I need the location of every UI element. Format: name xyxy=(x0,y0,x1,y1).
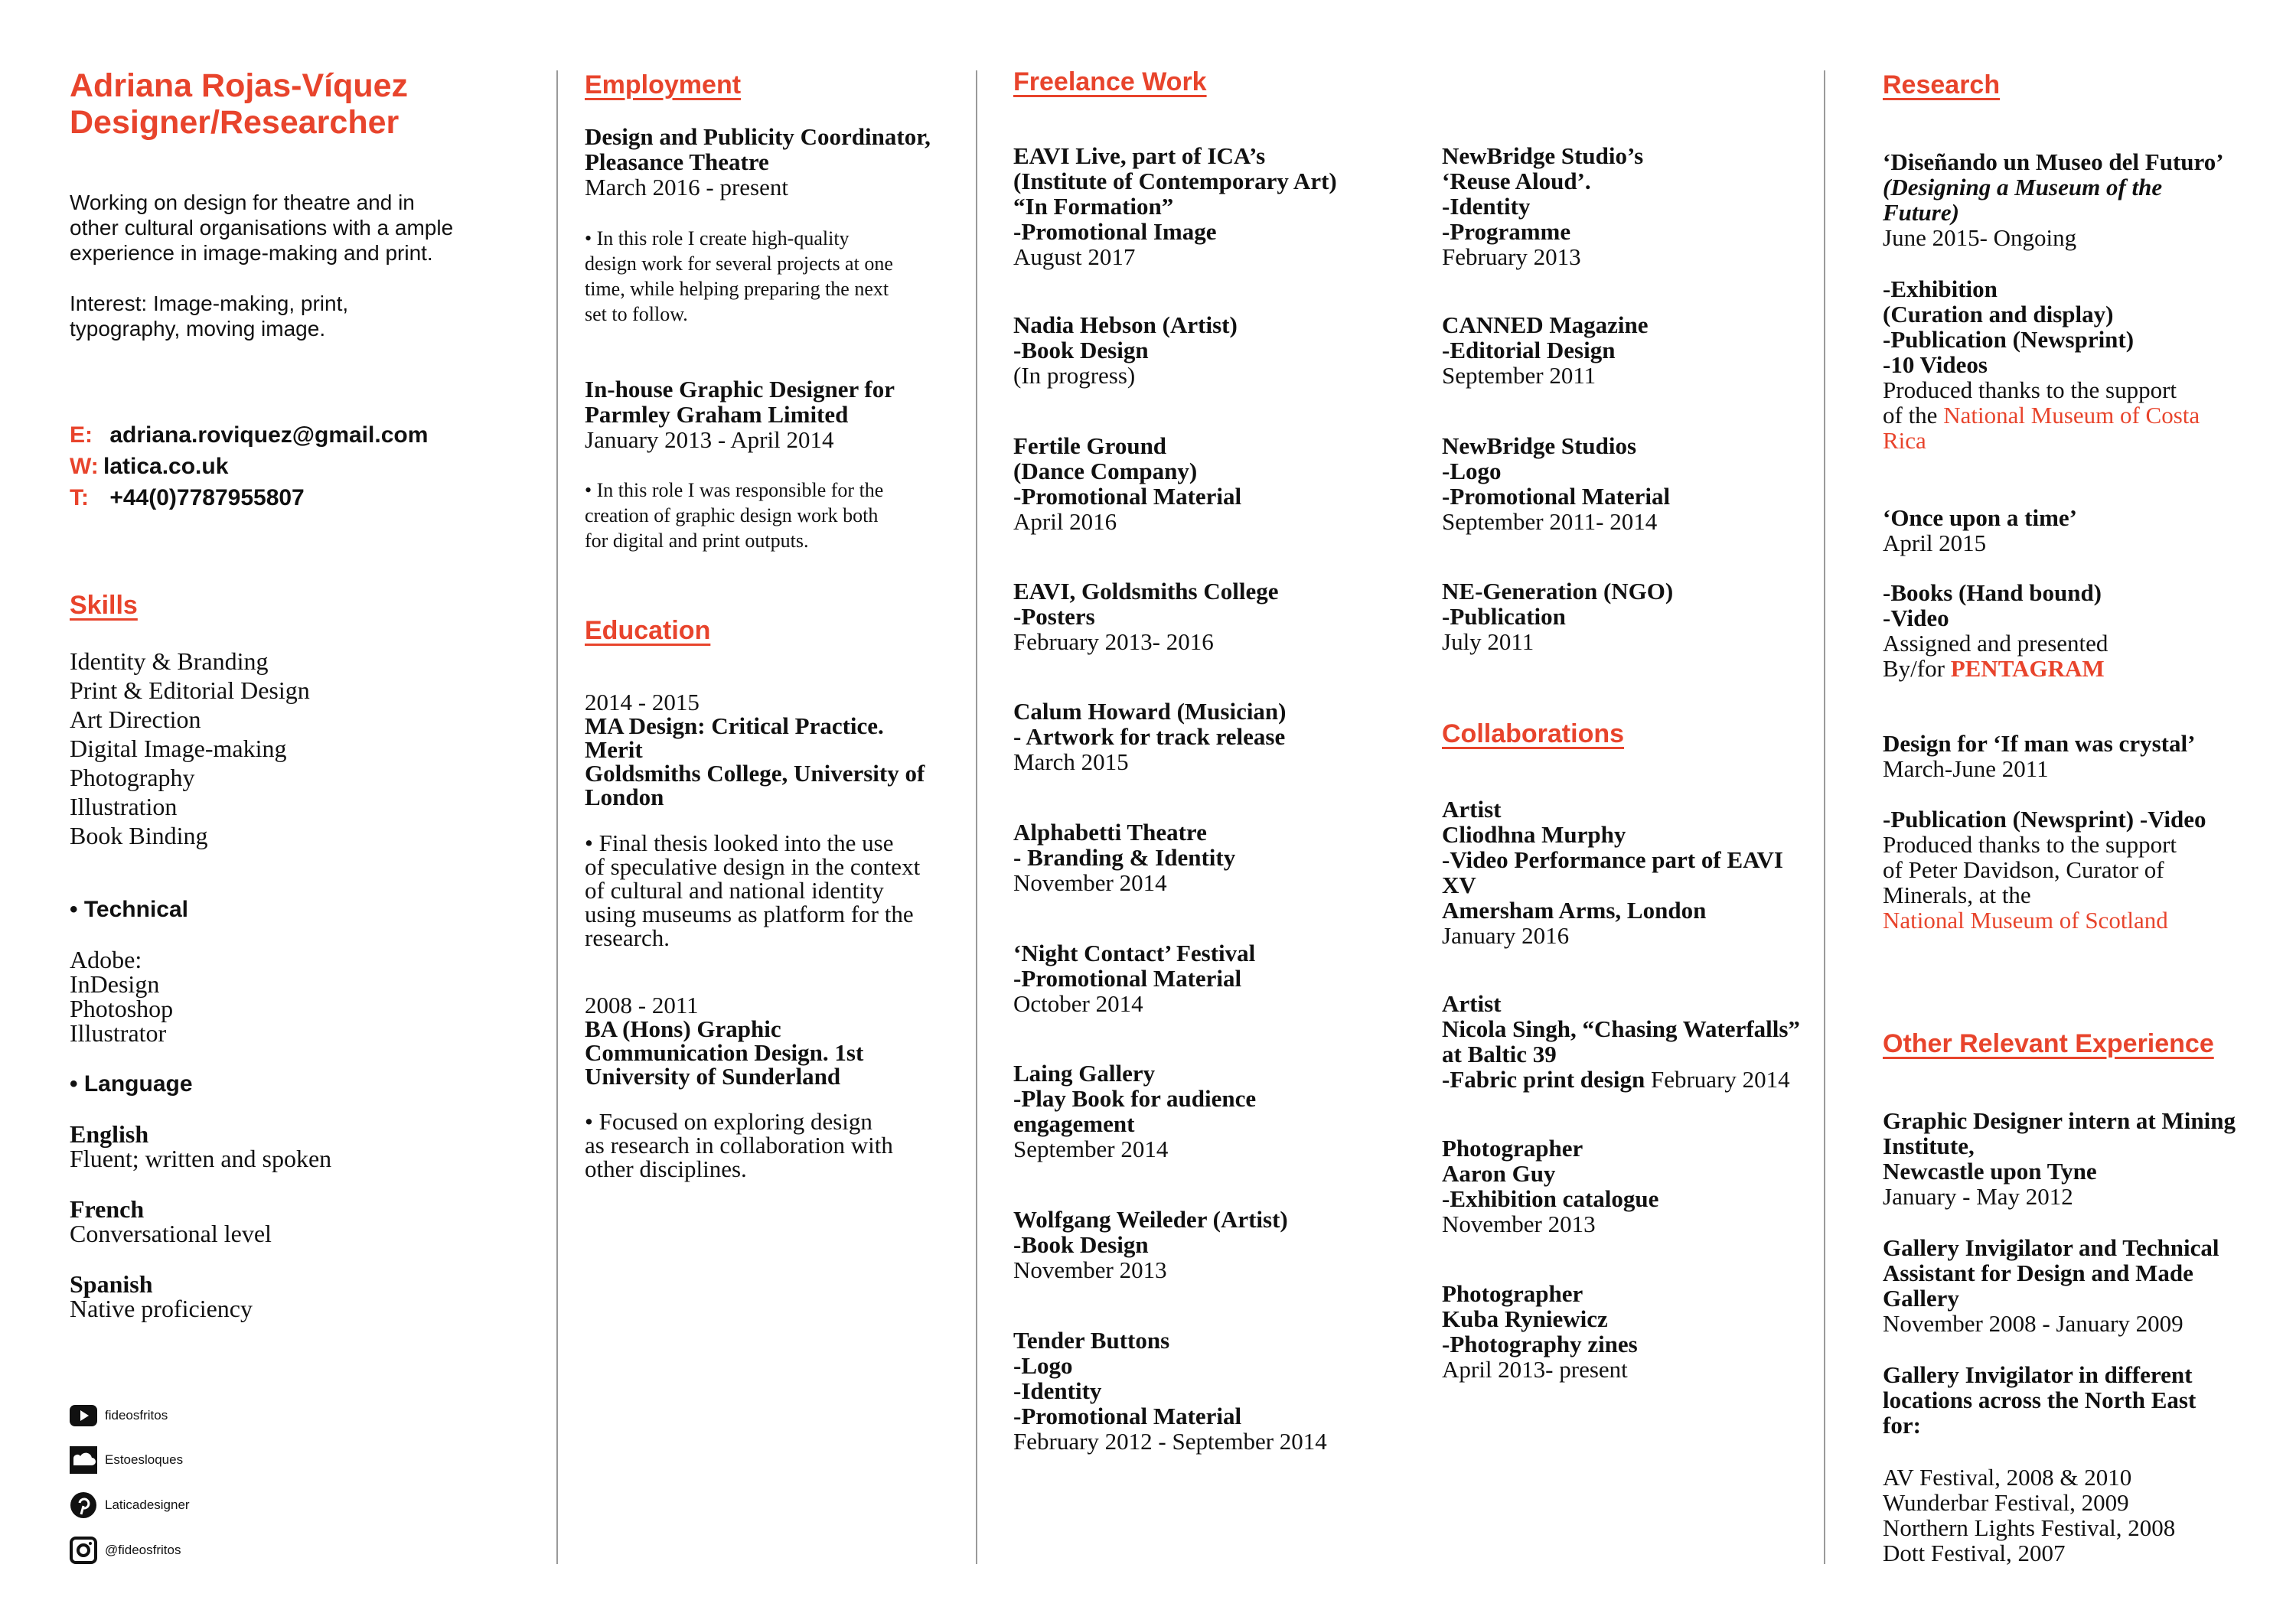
technical-item: Photoshop xyxy=(70,995,174,1022)
contact-email[interactable]: E: adriana.roviquez@gmail.com xyxy=(70,422,429,448)
entry-line: -Posters xyxy=(1013,603,1095,630)
entry-line: Fertile Ground xyxy=(1013,432,1167,459)
freelance-entry xyxy=(1442,578,1673,654)
output-line: (Curation and display) xyxy=(1883,301,2114,328)
soundcloud-icon xyxy=(70,1446,97,1474)
freelance-entry xyxy=(1013,1328,1327,1454)
education-description xyxy=(585,1110,893,1181)
job-entry xyxy=(585,124,931,200)
entry-line: EAVI, Goldsmiths College xyxy=(1013,578,1279,605)
technical-heading: • Technical xyxy=(70,897,188,922)
entry-line: -Publication xyxy=(1442,603,1566,630)
entry-line: Photographer xyxy=(1442,1280,1583,1307)
entry-line: Alphabetti Theatre xyxy=(1013,819,1207,846)
note-line: Assigned and presented xyxy=(1883,630,2108,657)
social-instagram[interactable] xyxy=(70,1537,181,1564)
language-entry xyxy=(70,1122,331,1171)
output-line: -Books (Hand bound) xyxy=(1883,579,2102,606)
research-project xyxy=(1883,149,2224,250)
education-years: 2014 - 2015 xyxy=(585,689,700,715)
intro-line: experience in image-making and print. xyxy=(70,241,433,265)
freelance-entry xyxy=(1013,699,1287,774)
column-divider xyxy=(556,70,558,1564)
language-level: Native proficiency xyxy=(70,1295,253,1322)
skill-item: Identity & Branding xyxy=(70,647,269,675)
experience-entry xyxy=(1883,1235,2219,1336)
entry-line: - Branding & Identity xyxy=(1013,844,1236,871)
project-date: June 2015- Ongoing xyxy=(1883,224,2077,251)
social-handle: Estoesloques xyxy=(105,1452,184,1467)
interest-line: Interest: Image-making, print, xyxy=(70,292,349,315)
institution-link: Rica xyxy=(1883,427,1926,454)
column-divider xyxy=(976,70,977,1564)
desc-line: creation of graphic design work both xyxy=(585,504,879,526)
output-line: -Exhibition xyxy=(1883,275,1998,302)
language-heading: • Language xyxy=(70,1071,193,1097)
entry-line: -Identity xyxy=(1442,193,1531,220)
experience-entry xyxy=(1883,1362,2196,1438)
youtube-icon xyxy=(70,1402,97,1429)
freelance-entry xyxy=(1442,312,1649,388)
contact-block xyxy=(70,419,428,513)
entry-line: (Dance Company) xyxy=(1013,458,1198,484)
entry-line: -Promotional Material xyxy=(1013,1403,1242,1429)
collaboration-entry xyxy=(1442,1136,1658,1237)
entry-date: February 2012 - September 2014 xyxy=(1013,1428,1327,1455)
language-level: Conversational level xyxy=(70,1220,272,1247)
desc-line: • Final thesis looked into the use xyxy=(585,829,894,856)
skill-item: Illustration xyxy=(70,793,178,820)
project-date: March-June 2011 xyxy=(1883,755,2049,782)
entry-line: -Editorial Design xyxy=(1442,337,1616,363)
research-outputs xyxy=(1883,276,2200,453)
entry-date: February 2013- 2016 xyxy=(1013,628,1214,655)
entry-line: Laing Gallery xyxy=(1013,1060,1156,1087)
festival-item: Wunderbar Festival, 2009 xyxy=(1883,1489,2129,1516)
education-degree: University of Sunderland xyxy=(585,1063,841,1090)
desc-line: research. xyxy=(585,924,670,951)
education-degree: Communication Design. 1st xyxy=(585,1039,864,1066)
technical-item: Illustrator xyxy=(70,1019,167,1047)
entry-date: September 2011- 2014 xyxy=(1442,508,1658,535)
research-outputs xyxy=(1883,580,2108,681)
freelance-entry xyxy=(1013,433,1241,534)
entry-line: -Identity xyxy=(1013,1377,1102,1404)
project-title: ‘Diseñando un Museo del Futuro’ xyxy=(1883,148,2224,175)
support-line: of Peter Davidson, Curator of xyxy=(1883,856,2164,883)
entry-line: Nicola Singh, “Chasing Waterfalls” xyxy=(1442,1015,1800,1042)
entry-line: -Promotional Material xyxy=(1013,965,1242,992)
collaboration-entry xyxy=(1442,991,1800,1092)
pinterest-icon xyxy=(70,1491,97,1519)
entry-line: locations across the North East xyxy=(1883,1387,2197,1413)
freelance-entry xyxy=(1013,143,1337,269)
language-entry xyxy=(70,1272,253,1321)
instagram-icon xyxy=(70,1537,97,1564)
entry-line: Cliodhna Murphy xyxy=(1442,821,1626,848)
entry-date: November 2013 xyxy=(1013,1256,1167,1283)
desc-line: of cultural and national identity xyxy=(585,877,884,904)
project-date: April 2015 xyxy=(1883,530,1987,556)
support-line: Minerals, at the xyxy=(1883,882,2031,908)
technical-item: Adobe: xyxy=(70,946,142,973)
skills-heading: Skills xyxy=(70,591,138,620)
desc-line: of speculative design in the context xyxy=(585,853,921,880)
job-title: Parmley Graham Limited xyxy=(585,401,849,428)
entry-line: Aaron Guy xyxy=(1442,1160,1556,1187)
education-heading: Education xyxy=(585,616,711,645)
education-degree: Goldsmiths College, University of xyxy=(585,760,925,787)
entry-date: April 2013- present xyxy=(1442,1356,1628,1383)
profile-name: Adriana Rojas-Víquez xyxy=(70,67,409,104)
entry-line: Gallery xyxy=(1883,1285,1959,1312)
entry-line: -Programme xyxy=(1442,218,1571,245)
festival-item: Northern Lights Festival, 2008 xyxy=(1883,1514,2176,1541)
entry-date: April 2016 xyxy=(1013,508,1117,535)
social-handle: fideosfritos xyxy=(105,1408,168,1423)
desc-line: using museums as platform for the xyxy=(585,901,914,927)
entry-line: NewBridge Studio’s xyxy=(1442,142,1644,169)
technical-item: InDesign xyxy=(70,970,160,998)
job-title: Design and Publicity Coordinator, xyxy=(585,123,931,150)
entry-line: - Artwork for track release xyxy=(1013,723,1286,750)
language-entry xyxy=(70,1197,272,1246)
social-handle: @fideosfritos xyxy=(105,1543,181,1557)
project-subtitle: Future) xyxy=(1883,199,1959,226)
festival-item: Dott Festival, 2007 xyxy=(1883,1540,2066,1566)
festival-list xyxy=(1883,1465,2175,1566)
entry-date: August 2017 xyxy=(1013,243,1136,270)
social-handle: Laticadesigner xyxy=(105,1498,190,1512)
desc-line: • Focused on exploring design xyxy=(585,1108,872,1135)
entry-date: September 2014 xyxy=(1013,1136,1169,1162)
desc-line: design work for several projects at one xyxy=(585,253,893,275)
entry-line: -Logo xyxy=(1013,1352,1073,1379)
desc-line: • In this role I create high-quality xyxy=(585,227,850,249)
entry-line: Newcastle upon Tyne xyxy=(1883,1158,2097,1185)
entry-line: for: xyxy=(1883,1412,1921,1439)
desc-line: other disciplines. xyxy=(585,1155,747,1182)
entry-line: Artist xyxy=(1442,990,1502,1017)
freelance-entry xyxy=(1013,940,1255,1016)
entry-line: Nadia Hebson (Artist) xyxy=(1013,311,1238,338)
support-line: Produced thanks to the support xyxy=(1883,376,2177,403)
freelance-entry xyxy=(1013,820,1235,895)
experience-entry xyxy=(1883,1108,2236,1209)
freelance-entry xyxy=(1013,1061,1256,1162)
entry-line: ‘Reuse Aloud’. xyxy=(1442,168,1591,194)
entry-line: NewBridge Studios xyxy=(1442,432,1637,459)
technical-list xyxy=(70,947,173,1045)
column-divider xyxy=(1824,70,1825,1564)
entry-date: January - May 2012 xyxy=(1883,1183,2073,1210)
entry-line: (Institute of Contemporary Art) xyxy=(1013,168,1337,194)
job-date: March 2016 - present xyxy=(585,174,788,200)
skill-item: Book Binding xyxy=(70,822,208,849)
research-project xyxy=(1883,505,2077,556)
collaboration-entry xyxy=(1442,1281,1638,1382)
job-title: In-house Graphic Designer for xyxy=(585,376,895,402)
research-heading: Research xyxy=(1883,70,2001,99)
entry-date: February 2013 xyxy=(1442,243,1581,270)
entry-line: -Fabric print design xyxy=(1442,1066,1645,1093)
output-line: -10 Videos xyxy=(1883,351,1988,378)
entry-line: NE-Generation (NGO) xyxy=(1442,578,1674,605)
entry-date: November 2013 xyxy=(1442,1211,1596,1237)
education-degree: MA Design: Critical Practice. xyxy=(585,712,884,739)
entry-line: Institute, xyxy=(1883,1133,1975,1159)
entry-line: Photographer xyxy=(1442,1135,1583,1162)
skill-item: Print & Editorial Design xyxy=(70,676,310,704)
contact-web[interactable]: W: latica.co.uk xyxy=(70,454,229,479)
output-line: -Video xyxy=(1883,605,1949,631)
entry-line: -Video Performance part of EAVI xyxy=(1442,846,1783,873)
intro-line: other cultural organisations with a ample xyxy=(70,216,454,240)
entry-line: engagement xyxy=(1013,1110,1135,1137)
research-outputs xyxy=(1883,807,2206,933)
job-description xyxy=(585,477,883,553)
other-experience-heading: Other Relevant Experience xyxy=(1883,1029,2214,1058)
entry-line: -Logo xyxy=(1442,458,1502,484)
intro-line: Working on design for theatre and in xyxy=(70,191,415,214)
education-degree: Merit xyxy=(585,736,643,763)
language-level: Fluent; written and spoken xyxy=(70,1145,332,1172)
entry-line: -Promotional Material xyxy=(1013,483,1242,510)
institution-link: National Museum of Scotland xyxy=(1883,907,2168,934)
entry-line: Artist xyxy=(1442,796,1502,823)
language-name: English xyxy=(70,1120,149,1148)
employment-heading: Employment xyxy=(585,70,742,99)
entry-date: February 2014 xyxy=(1645,1066,1790,1093)
collaborations-heading: Collaborations xyxy=(1442,719,1625,748)
freelance-entry xyxy=(1442,433,1670,534)
freelance-entry xyxy=(1013,578,1279,654)
entry-date: October 2014 xyxy=(1013,990,1143,1017)
institution-link: PENTAGRAM xyxy=(1950,655,2105,682)
entry-line: XV xyxy=(1442,872,1476,898)
entry-line: EAVI Live, part of ICA’s xyxy=(1013,142,1266,169)
job-entry xyxy=(585,376,895,452)
education-entry xyxy=(585,690,925,809)
desc-line: time, while helping preparing the next xyxy=(585,278,889,300)
entry-line: CANNED Magazine xyxy=(1442,311,1649,338)
language-name: French xyxy=(70,1195,145,1223)
research-project xyxy=(1883,731,2195,781)
entry-date: March 2015 xyxy=(1013,748,1129,775)
social-soundcloud[interactable] xyxy=(70,1446,183,1474)
entry-line: -Play Book for audience xyxy=(1013,1085,1257,1112)
entry-line: -Book Design xyxy=(1013,1231,1149,1258)
collaboration-entry xyxy=(1442,797,1783,948)
education-description xyxy=(585,831,920,950)
education-degree: London xyxy=(585,784,664,810)
support-line: of the xyxy=(1883,402,1944,429)
entry-line: Calum Howard (Musician) xyxy=(1013,698,1287,725)
education-entry xyxy=(585,993,863,1088)
education-years: 2008 - 2011 xyxy=(585,992,699,1018)
project-title: ‘Once upon a time’ xyxy=(1883,504,2078,531)
social-youtube[interactable] xyxy=(70,1402,168,1429)
entry-date: January 2016 xyxy=(1442,922,1570,949)
education-degree: BA (Hons) Graphic xyxy=(585,1015,781,1042)
entry-line: -Photography zines xyxy=(1442,1331,1638,1357)
skill-item: Art Direction xyxy=(70,706,201,733)
entry-line: “In Formation” xyxy=(1013,193,1174,220)
output-line: -Publication (Newsprint) xyxy=(1883,326,2135,353)
entry-line: Wolfgang Weileder (Artist) xyxy=(1013,1206,1288,1233)
freelance-entry xyxy=(1013,1207,1288,1282)
entry-line: Assistant for Design and Made xyxy=(1883,1260,2193,1286)
entry-line: -Promotional Material xyxy=(1442,483,1671,510)
support-line: Produced thanks to the support xyxy=(1883,831,2177,858)
desc-line: set to follow. xyxy=(585,303,688,325)
entry-line: Amersham Arms, London xyxy=(1442,897,1707,924)
project-title: Design for ‘If man was crystal’ xyxy=(1883,730,2196,757)
desc-line: as research in collaboration with xyxy=(585,1132,893,1159)
entry-date: (In progress) xyxy=(1013,362,1136,389)
freelance-heading: Freelance Work xyxy=(1013,67,1207,96)
note-line: By/for xyxy=(1883,655,1951,682)
profile-role: Designer/Researcher xyxy=(70,104,400,141)
job-title: Pleasance Theatre xyxy=(585,148,769,175)
profile-intro xyxy=(70,190,453,266)
interest-line: typography, moving image. xyxy=(70,317,326,341)
job-date: January 2013 - April 2014 xyxy=(585,426,834,453)
skill-item: Photography xyxy=(70,764,195,791)
project-subtitle: (Designing a Museum of the xyxy=(1883,174,2163,200)
skill-item: Digital Image-making xyxy=(70,735,287,762)
output-line: -Publication (Newsprint) -Video xyxy=(1883,806,2206,833)
job-description xyxy=(585,226,893,327)
entry-line: Graphic Designer intern at Mining xyxy=(1883,1107,2236,1134)
entry-date: September 2011 xyxy=(1442,362,1596,389)
skills-list xyxy=(70,647,310,850)
entry-line: -Promotional Image xyxy=(1013,218,1217,245)
entry-date: November 2008 - January 2009 xyxy=(1883,1310,2183,1337)
entry-line: Kuba Ryniewicz xyxy=(1442,1305,1608,1332)
contact-phone[interactable]: T: +44(0)7787955807 xyxy=(70,485,305,510)
entry-line: Tender Buttons xyxy=(1013,1327,1170,1354)
entry-date: July 2011 xyxy=(1442,628,1534,655)
freelance-entry xyxy=(1013,312,1238,388)
entry-line: -Exhibition catalogue xyxy=(1442,1185,1659,1212)
social-pinterest[interactable] xyxy=(70,1491,190,1519)
desc-line: for digital and print outputs. xyxy=(585,530,809,552)
entry-line: ‘Night Contact’ Festival xyxy=(1013,940,1256,966)
freelance-entry xyxy=(1442,143,1643,269)
entry-line: Gallery Invigilator in different xyxy=(1883,1361,2193,1388)
entry-line: -Book Design xyxy=(1013,337,1149,363)
institution-link: National Museum of Costa xyxy=(1943,402,2200,429)
entry-date: November 2014 xyxy=(1013,869,1167,896)
entry-line: at Baltic 39 xyxy=(1442,1041,1557,1067)
language-name: Spanish xyxy=(70,1270,153,1298)
desc-line: • In this role I was responsible for the xyxy=(585,479,884,501)
festival-item: AV Festival, 2008 & 2010 xyxy=(1883,1464,2132,1491)
profile-interest xyxy=(70,291,348,341)
entry-line: Gallery Invigilator and Technical xyxy=(1883,1234,2219,1261)
